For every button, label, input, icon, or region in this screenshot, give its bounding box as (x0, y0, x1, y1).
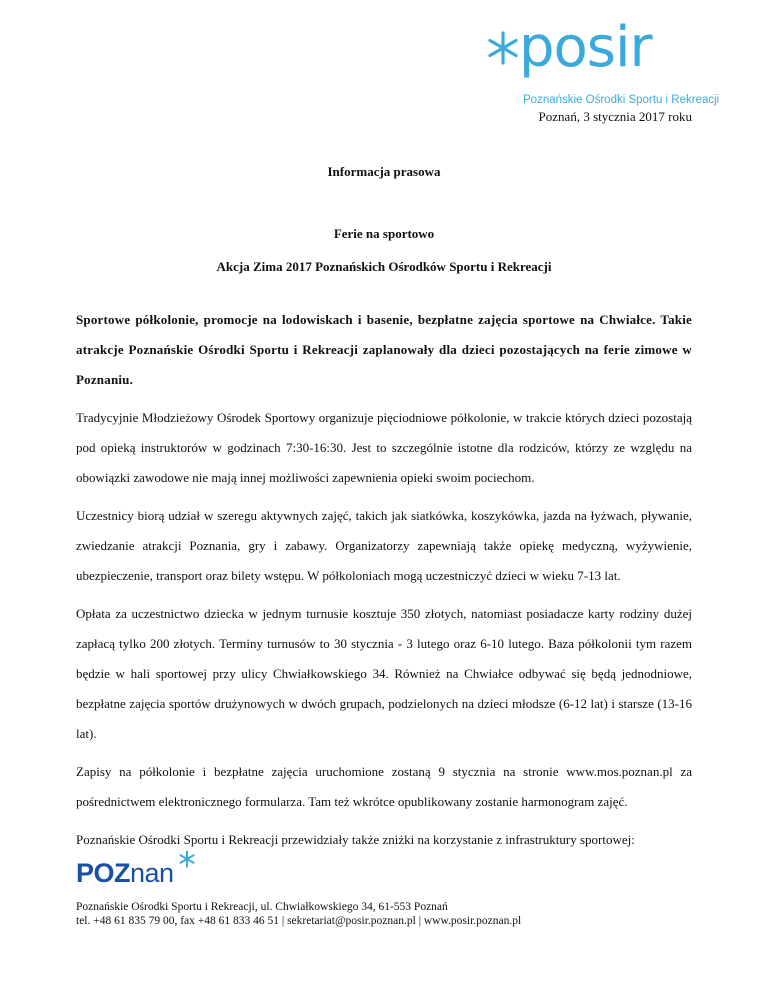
asterisk-icon (485, 30, 521, 66)
poznan-logo-text (76, 860, 174, 887)
paragraph-1: Tradycyjnie Młodzieżowy Ośrodek Sportowy organizuje pięciodniowe półkolonie, w trakcie których dzieci pozostają pod opieką instruktorów w godzinach 7:30-16:30. Jest to szczególnie istotne dla rodziców, którzy ze względu na obowiązki zawodowe nie mają innej możliwości zapewnienia opieki swoim pociechom. (76, 410, 692, 485)
posir-logo (483, 15, 720, 110)
posir-logo-subtitle: Poznańskie Ośrodki Sportu i Rekreacji (523, 94, 720, 106)
poznan-logo-caps: POZ (76, 858, 131, 888)
paragraph-4: Zapisy na półkolonie i bezpłatne zajęcia uruchomione zostaną 9 stycznia na stronie www.mos.poznan.pl za pośrednictwem elektronicznego formularza. Tam też wkrótce opublikowany zostanie harmonogram zajęć. (76, 764, 692, 809)
article-body (76, 305, 692, 863)
poznan-logo (76, 856, 206, 896)
footer-address: Poznańskie Ośrodki Sportu i Rekreacji, ul. Chwiałkowskiego 34, 61-553 Poznań (76, 901, 448, 913)
footer-contact (76, 900, 521, 928)
headline: Ferie na sportowo (333, 226, 435, 241)
paragraph-3: Opłata za uczestnictwo dziecka w jednym turnusie kosztuje 350 złotych, natomiast posiadacze karty rodziny dużej zapłacą tylko 200 złotych. Terminy turnusów to 30 stycznia - 3 lutego oraz 6-10 lutego. Baza półkolonii tym razem będzie w hali sportowej przy ulicy Chwiałkowskiego 34. Również na Chwiałce odbywać się będą jednodniowe, bezpłatne zajęcia sportów drużynowych w dwóch grupach, podzielonych na dzieci młodsze (6-12 lat) i starsze (13-16 lat). (76, 606, 692, 741)
paragraph-2: Uczestnicy biorą udział w szeregu aktywnych zajęć, takich jak siatkówka, koszykówka, jazda na łyżwach, pływanie, zwiedzanie atrakcji Poznania, gry i zabawy. Organizatorzy zapewniają także opiekę medyczną, wyżywienie, ubezpieczenie, transport oraz bilety wstępu. W półkoloniach mogą uczestniczyć dzieci w wieku 7-13 lat. (76, 508, 692, 583)
paragraph-5: Poznańskie Ośrodki Sportu i Rekreacji przewidziały także zniżki na korzystanie z infrastruktury sportowej: (76, 832, 635, 847)
posir-logo-text: posir (519, 15, 652, 80)
lead-paragraph: Sportowe półkolonie, promocje na lodowiskach i basenie, bezpłatne zajęcia sportowe na Chwiałce. Takie atrakcje Poznańskie Ośrodki Sportu i Rekreacji zaplanowały dla dzieci pozostających na ferie zimowe w Poznaniu. (76, 312, 692, 387)
footer-contacts: tel. +48 61 835 79 00, fax +48 61 833 46 51 | sekretariat@posir.poznan.pl | www.posir.poznan.pl (76, 915, 522, 927)
press-release-label: Informacja prasowa (327, 164, 441, 179)
poznan-logo-lower: nan (130, 858, 174, 888)
date-line: Poznań, 3 stycznia 2017 roku (538, 109, 692, 124)
subheadline: Akcja Zima 2017 Poznańskich Ośrodków Sportu i Rekreacji (216, 259, 552, 274)
asterisk-icon (178, 850, 196, 868)
